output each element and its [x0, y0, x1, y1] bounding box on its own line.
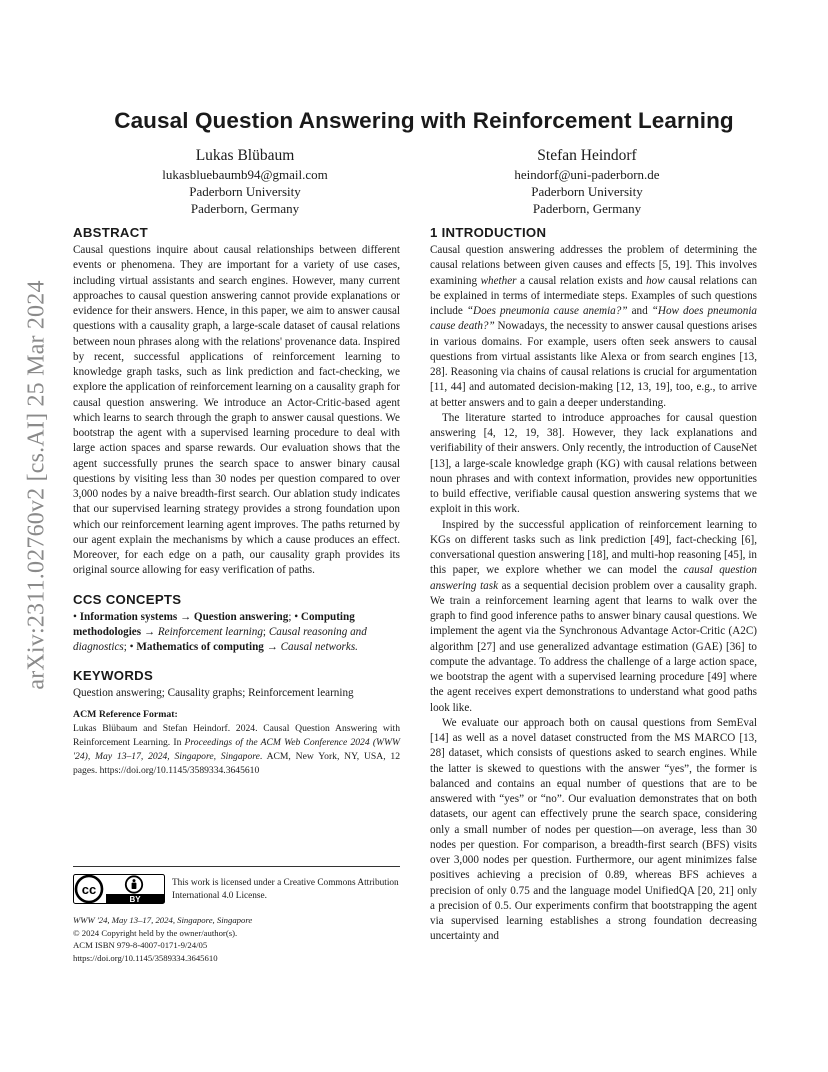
- author-affiliation: Paderborn University: [531, 184, 643, 199]
- footer-isbn: ACM ISBN 979-8-4007-0171-9/24/05: [73, 940, 208, 950]
- ccs-subitem: Causal networks.: [280, 641, 358, 653]
- author-email: heindorf@uni-paderborn.de: [514, 167, 660, 182]
- ccs-subitem: Reinforcement learning: [157, 625, 263, 638]
- footer-venue: WWW '24, May 13–17, 2024, Singapore, Singapore: [73, 915, 253, 925]
- author-block-1: [115, 146, 375, 217]
- author-location: Paderborn, Germany: [532, 201, 642, 216]
- author-email: lukasbluebaumb94@gmail.com: [162, 167, 328, 182]
- keywords-text: Question answering; Causality graphs; Reinforcement learning: [73, 687, 354, 700]
- footer-info: [73, 914, 403, 964]
- svg-text:cc: cc: [81, 882, 97, 897]
- left-column: [73, 224, 400, 778]
- acm-reference-text: Lukas Blübaum and Stefan Heindorf. 2024. Causal Question Answering with Reinforcement Learning. In Proceedings of the ACM Web Conference 2024 (WWW '24), May 13–17, 2024, Singapore, Singapore. ACM, New York, NY, USA, 12 pages. https://doi.org/10.1145/3589334.3645610: [73, 722, 401, 777]
- author-block-2: [457, 146, 717, 217]
- ccs-subitem: Causal reasoning and diagnostics: [73, 625, 367, 653]
- paper-title: Causal Question Answering with Reinforcement Learning: [114, 108, 734, 133]
- ccs-concepts: • Information systems → Question answering; • Computing methodologies → Reinforcement learning; Causal reasoning and diagnostics; • Mathematics of computing → Causal networks.: [73, 610, 367, 653]
- right-column: [430, 224, 757, 945]
- creative-commons-by-badge: [73, 874, 165, 904]
- ccs-subitem: Question answering: [193, 610, 289, 623]
- ccs-item: Computing methodologies: [73, 610, 355, 638]
- intro-paragraph-3: Inspired by the successful application of reinforcement learning to KGs on different tasks such as link prediction [49], fact-checking [6], conversational question answering [18], and multi-hop reasoning [45], in this paper, we explore whether we can model the causal question answering task as a sequential decision problem over a causality graph. We train a reinforcement learning agent that learns to walk over the graph to find good inference paths to answer binary causal questions. We implement the agent via the Synchronous Advantage Actor-Critic (A2C) algorithm [27] and use generalized advantage estimation (GAE) [36] to compute the advantage. To address the challenge of a large action space, we bootstrap the agent with a supervised learning procedure [49] where the agent receives expert demonstrations to understand what good paths look like.: [430, 518, 758, 714]
- ccs-item: Information systems: [79, 610, 178, 623]
- footer-copyright: © 2024 Copyright held by the owner/author(s).: [73, 927, 238, 938]
- footnote-rule: [73, 866, 400, 867]
- footer-doi: https://doi.org/10.1145/3589334.3645610: [73, 952, 218, 963]
- abstract-text: Causal questions inquire about causal relationships between different events or phenomena. They are important for a variety of use cases, including virtual assistants and search engines. However, many current approaches to causal question answering cannot provide explanations or evidence for their answers. Hence, in this paper, we aim to answer causal questions with a causality graph, a large-scale dataset of causal relations between noun phrases along with the relations' provenance data. Inspired by recent, successful applications of reinforcement learning to knowledge graph tasks, such as link prediction and fact-checking, we explore the application of reinforcement learning on a causality graph for causal question answering. We introduce an Actor-Critic-based agent which learns to search through the graph to answer causal questions. We bootstrap the agent with a supervised learning procedure to deal with large action spaces and sparse rewards. Our evaluation shows that the agent successfully prunes the search space to answer binary causal questions by visiting less than 30 nodes per question compared to over 3,000 nodes by a naive breadth-first search. Our ablation study indicates that our supervised learning strategy provides a strong foundation upon which our reinforcement learning agent improves. The paths returned by our agent explain the mechanisms by which a cause produces an effect. Moreover, for each edge on a path, our causality graph provides its original source allowing for easy verification of paths.: [73, 244, 400, 577]
- ccs-item: Mathematics of computing: [136, 641, 264, 653]
- license-text: This work is licensed under a Creative Commons Attribution International 4.0 License.: [172, 878, 399, 901]
- intro-paragraph-4: We evaluate our approach both on causal questions from SemEval [14] as well as a novel dataset constructed from the MS MARCO [13, 28] dataset, which consists of questions asked to search engines. While the latter is skewed to questions with the answer “yes”, the former is balanced and contains an equal number of questions that are to be answered with “yes” or “no”. Our evaluation demonstrates that on both datasets, our agent can effectively prune the search space, considering only a small number of nodes per question—on average, less than 30 nodes per question. For comparison, a breadth-first search (BFS) visits over 3,000 nodes per question. Furthermore, our agent minimizes false positives achieving a precision of 0.89, whereas BFS achieves a precision of only 0.75 and the language model UnifiedQA [20, 21] only a precision of 0.5. Our experiments confirm that bootstrapping the agent via supervised learning establishes a strong foundation decreasing uncertainty and: [430, 716, 757, 943]
- author-name: Lukas Blübaum: [195, 147, 295, 164]
- intro-paragraph-1: Causal question answering addresses the problem of determining the causal relations between given causes and effects [5, 19]. This involves examining whether a causal relation exists and how causal relations can be explained in terms of intermediate steps. Examples of such questions include “Does pneumonia cause anemia?” and “How does pneumonia cause death?” Nowadays, the necessity to answer causal questions arises in various domains. For example, users often seek answers to causal questions from virtual assistants like Alexa or from search engines [13, 28]. Reasoning via chains of causal relations is crucial for argumentation [11, 44] and automated decision-making [12, 13, 19], too, e.g., to arrive at better answers and to gain a deeper understanding.: [430, 244, 758, 409]
- abstract-heading: ABSTRACT: [73, 225, 148, 240]
- author-location: Paderborn, Germany: [190, 201, 300, 216]
- arxiv-identifier: [23, 280, 50, 690]
- author-affiliation: Paderborn University: [189, 184, 301, 199]
- svg-text:BY: BY: [129, 895, 141, 904]
- arxiv-identifier-text: arXiv:2311.02760v2 [cs.AI] 25 Mar 2024: [23, 280, 50, 690]
- introduction-heading: 1 INTRODUCTION: [430, 225, 547, 240]
- ccs-heading: CCS CONCEPTS: [73, 591, 182, 607]
- keywords-heading: KEYWORDS: [73, 668, 154, 684]
- author-name: Stefan Heindorf: [537, 147, 637, 164]
- intro-paragraph-2: The literature started to introduce approaches for causal question answering [4, 12, 19, 38]. However, they lack explanations and verifiability of their answers. Only recently, the introduction of CauseNet [13], a large-scale knowledge graph (KG) with causal relations between noun phrases and with context information, provides new opportunities to build effective, verifiable causal question answering systems that we exploit in this work.: [430, 411, 757, 516]
- acm-reference-heading: ACM Reference Format:: [73, 708, 178, 720]
